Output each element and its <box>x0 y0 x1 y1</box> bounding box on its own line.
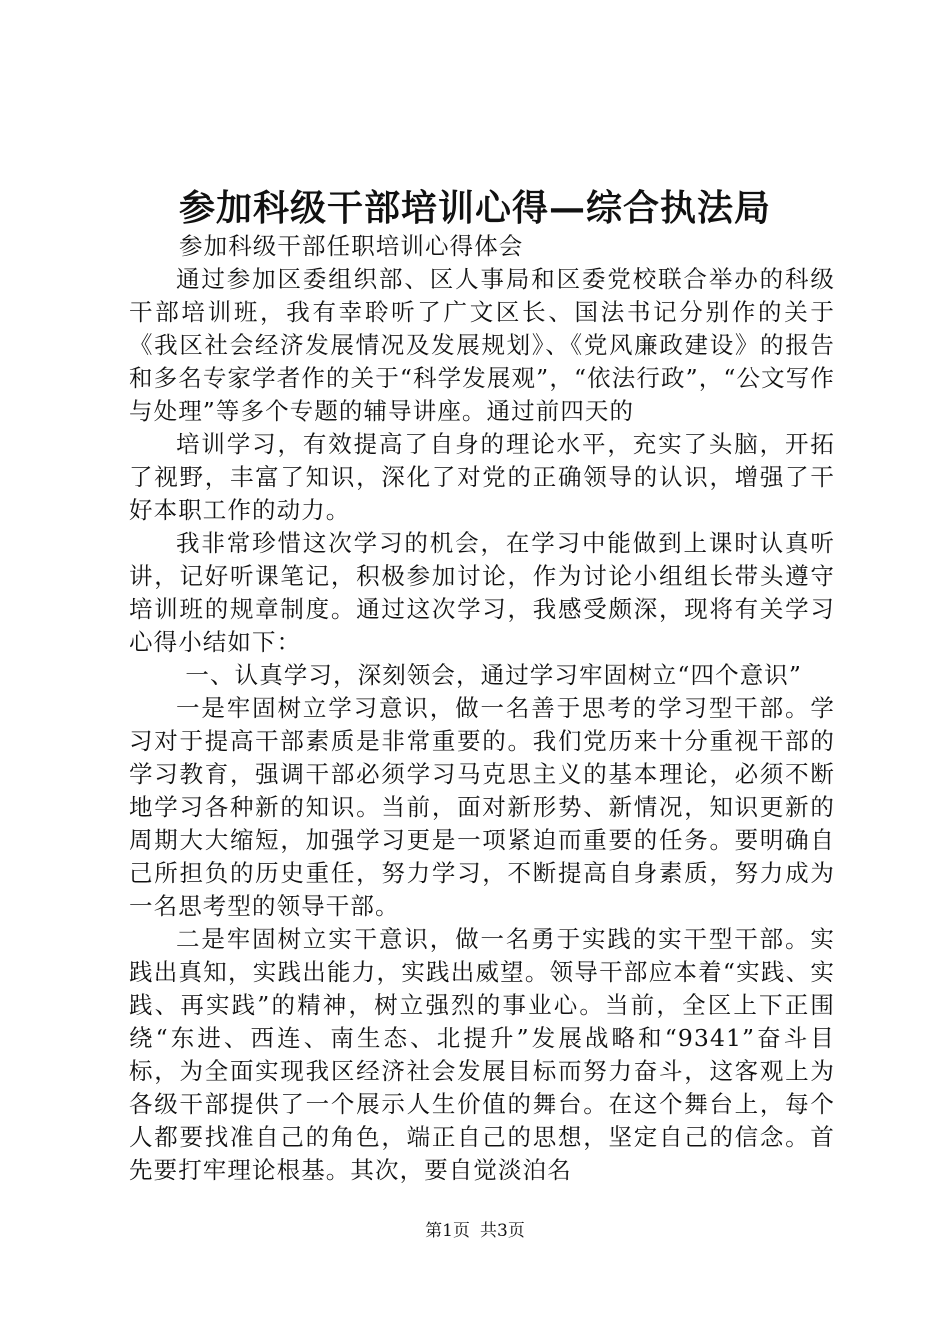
paragraph-cherish: 我非常珍惜这次学习的机会，在学习中能做到上课时认真听讲，记好听课笔记，积极参加讨论，作为讨论小组组长带头遵守培训班的规章制度。通过这次学习，我感受颇深，现将有关学习心得小结如下： <box>129 529 835 656</box>
document-title: 参加科级干部培训心得—综合执法局 <box>178 187 771 229</box>
paragraph-practice-awareness: 二是牢固树立实干意识，做一名勇于实践的实干型干部。实践出真知，实践出能力，实践出威望。领导干部应本着“实践、实践、再实践”的精神，树立强烈的事业心。当前，全区上下正围绕“东进、西连、南生态、北提升”发展战略和“9341”奋斗目标，为全面实现我区经济社会发展目标而努力奋斗，这客观上为各级干部提供了一个展示人生价值的舞台。在这个舞台上，每个人都要找准自己的角色，端正自己的思想，坚定自己的信念。首先要打牢理论根基。其次，要自觉淡泊名 <box>129 925 835 1184</box>
page-number-current: 第1页 <box>425 1221 470 1241</box>
document-body <box>129 230 835 1187</box>
page-number-total: 共3页 <box>480 1221 525 1241</box>
page-footer <box>0 1216 950 1241</box>
paragraph-training: 培训学习，有效提高了自身的理论水平，充实了头脑，开拓了视野，丰富了知识，深化了对党的正确领导的认识，增强了干好本职工作的动力。 <box>129 430 835 524</box>
paragraph-intro: 通过参加区委组织部、区人事局和区委党校联合举办的科级干部培训班，我有幸聆听了广文区长、国法书记分别作的关于《我区社会经济发展情况及发展规划》、《党风廉政建设》的报告和多名专家学者作的关于“科学发展观”，“依法行政”，“公文写作与处理”等多个专题的辅导讲座。通过前四天的 <box>129 265 835 425</box>
document-subtitle: 参加科级干部任职培训心得体会 <box>179 232 524 260</box>
paragraph-learning-awareness: 一是牢固树立学习意识，做一名善于思考的学习型干部。学习对于提高干部素质是非常重要的。我们党历来十分重视干部的学习教育，强调干部必须学习马克思主义的基本理论，必须不断地学习各种新的知识。当前，面对新形势、新情况，知识更新的周期大大缩短，加强学习更是一项紧迫而重要的任务。要明确自己所担负的历史重任，努力学习，不断提高自身素质，努力成为一名思考型的领导干部。 <box>129 694 835 920</box>
section-heading-1: 一、认真学习，深刻领会，通过学习牢固树立“四个意识” <box>185 661 803 689</box>
